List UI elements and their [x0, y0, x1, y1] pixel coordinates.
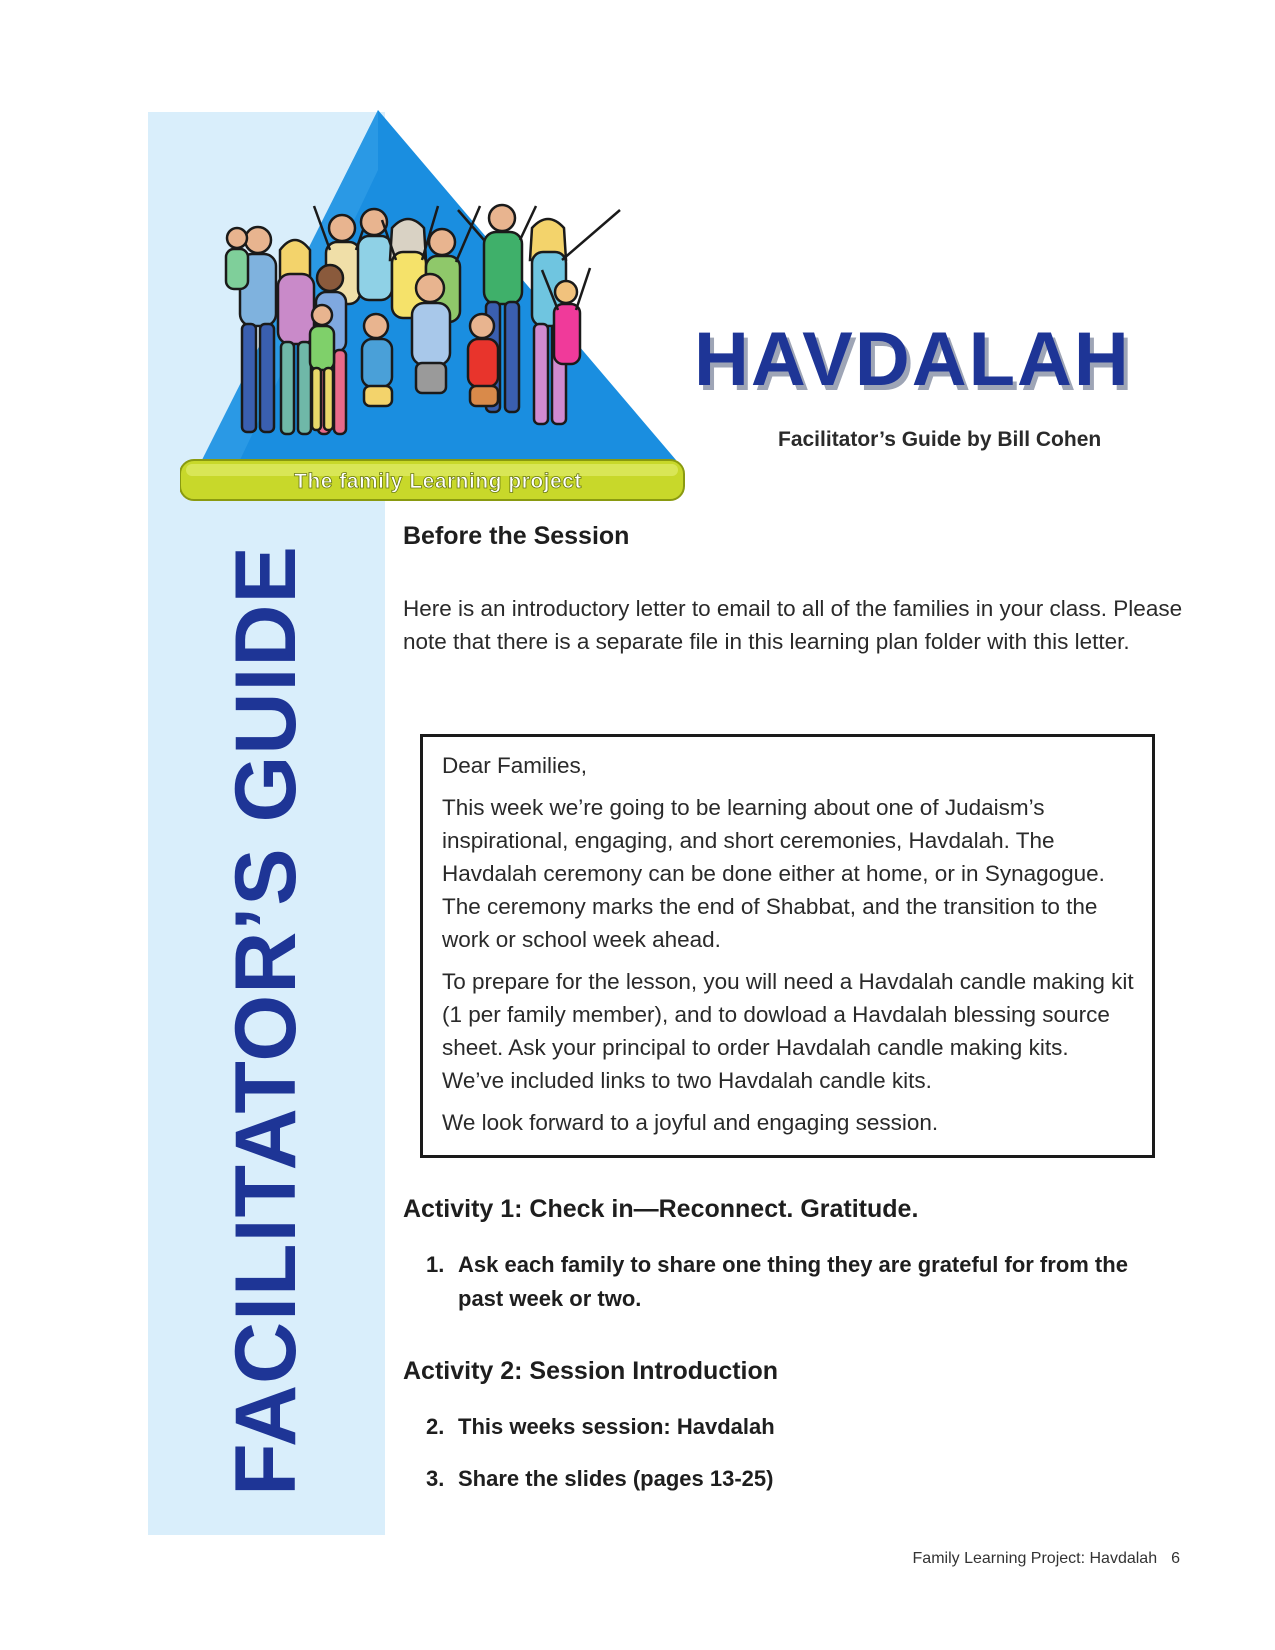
letter-closing: We look forward to a joyful and engaging session. — [442, 1110, 939, 1135]
activity-1-list — [420, 1248, 1140, 1316]
activity-2-list — [420, 1410, 1140, 1496]
list-item-number: 3. — [426, 1466, 445, 1491]
letter-salutation: Dear Families, — [442, 753, 588, 778]
intro-paragraph: Here is an introductory letter to email to all of the families in your class. Please note that there is a separate file in this learning plan folder with this letter. — [403, 596, 1183, 654]
list-item — [420, 1248, 1140, 1316]
list-item-text: This weeks session: Havdalah — [458, 1414, 775, 1439]
footer-text: Family Learning Project: Havdalah — [912, 1550, 1158, 1567]
page-footer — [913, 1550, 1180, 1568]
list-item-number: 2. — [426, 1414, 445, 1439]
page-number: 6 — [1171, 1550, 1180, 1567]
letter-paragraph-2: To prepare for the lesson, you will need a Havdalah candle making kit (1 per family member), and to dowload a Havdalah blessing source sheet. Ask your principal to order Havdalah candle making kits. We’ve included links to two Havdalah candle kits. — [442, 969, 1134, 1093]
list-item-number: 1. — [426, 1252, 445, 1277]
side-title — [148, 544, 385, 1496]
byline: Facilitator’s Guide by Bill Cohen — [778, 428, 1102, 451]
logo-banner-text: The family Learning project — [294, 470, 582, 493]
activity-2-heading: Activity 2: Session Introduction — [403, 1357, 779, 1385]
before-session-heading: Before the Session — [403, 522, 630, 550]
letter-box — [420, 734, 1155, 1158]
letter-paragraph-1: This week we’re going to be learning about one of Judaism’s inspirational, engaging, and short ceremonies, Havdalah. The Havdalah ceremony can be done either at home, or in Synagogue. The ceremony marks the end of Shabbat, and the transition to the work or school week ahead. — [442, 795, 1105, 952]
family-learning-project-logo — [180, 110, 720, 525]
list-item — [420, 1462, 1140, 1496]
list-item — [420, 1410, 1140, 1444]
page-title: HAVDALAH — [694, 317, 1131, 402]
list-item-text: Share the slides (pages 13-25) — [458, 1466, 774, 1491]
list-item-text: Ask each family to share one thing they are grateful for from the past week or two. — [458, 1252, 1128, 1311]
activity-1-heading: Activity 1: Check in—Reconnect. Gratitude. — [403, 1195, 919, 1223]
side-title-text: FACILITATOR’S GUIDE — [218, 544, 314, 1496]
